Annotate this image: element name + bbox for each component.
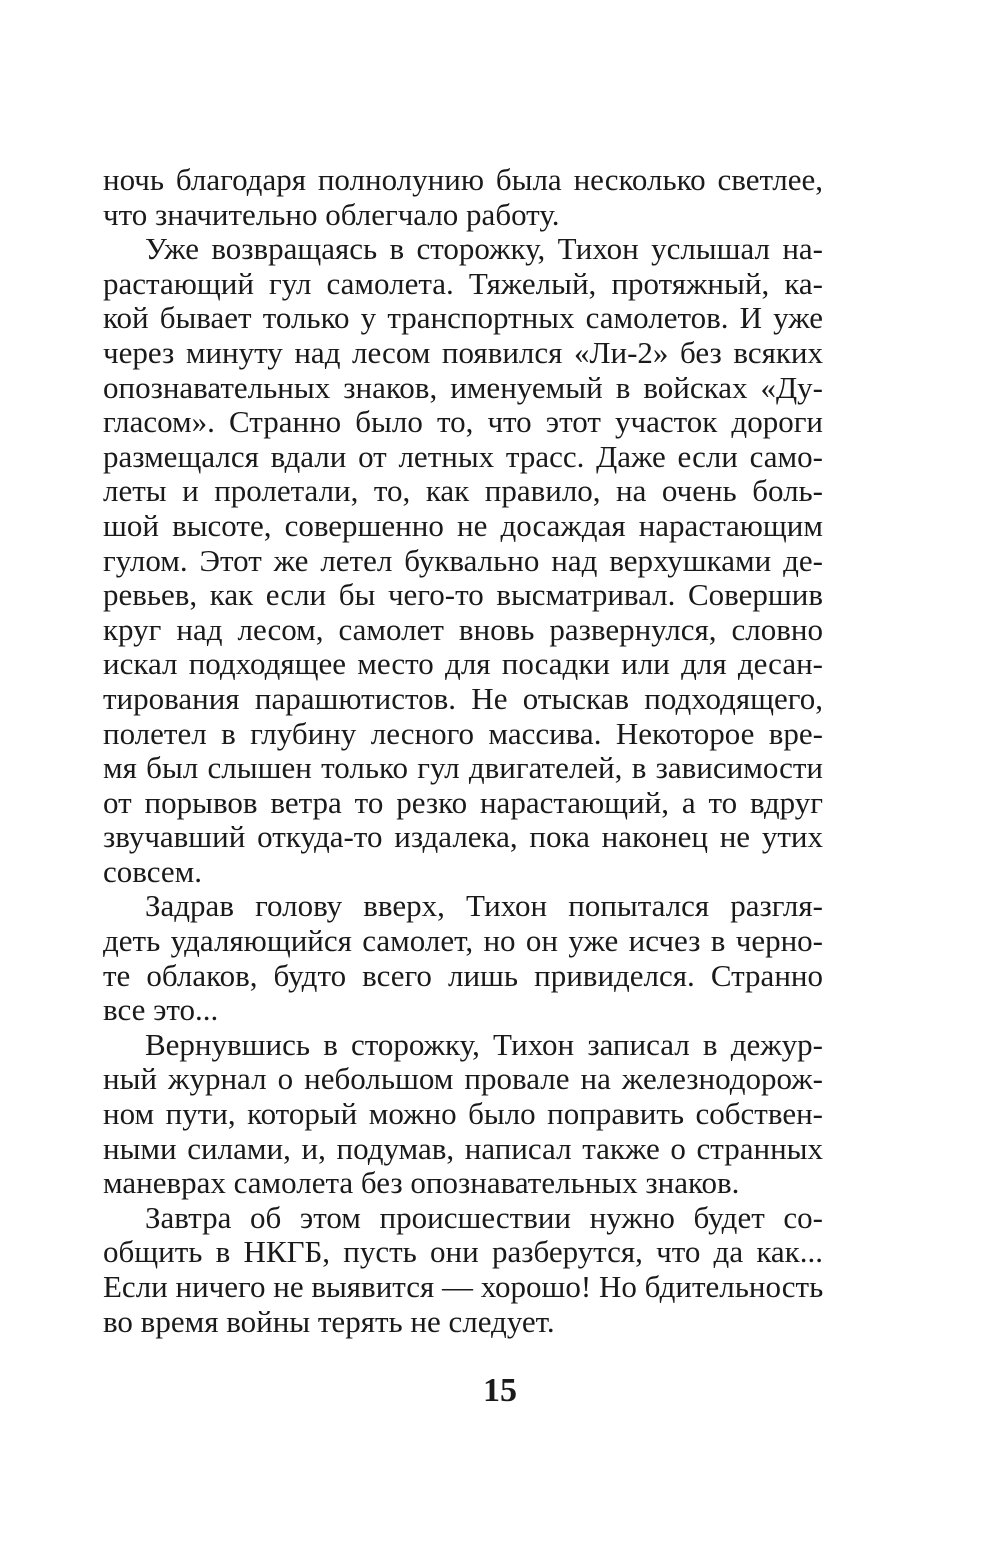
page-number: 15	[483, 1372, 517, 1409]
text-line: ный журнал о небольшом провале на железнодорож-	[103, 1061, 823, 1097]
text-line: ном пути, который можно было поправить собствен-	[103, 1096, 823, 1132]
text-line: мя был слышен только гул двигателей, в зависимости	[103, 750, 823, 786]
text-line: Уже возвращаясь в сторожку, Тихон услышал на-	[145, 231, 823, 267]
text-line: во время войны терять не следует.	[103, 1303, 555, 1339]
text-line: Вернувшись в сторожку, Тихон записал в дежур-	[145, 1026, 823, 1062]
text-line: искал подходящее место для посадки или для десан-	[103, 646, 823, 682]
text-line: те облаков, будто всего лишь привиделся. Странно	[103, 957, 823, 993]
text-line: все это...	[103, 992, 219, 1028]
text-line: ночь благодаря полнолунию была несколько светлее,	[103, 162, 823, 197]
text-line: леты и пролетали, то, как правило, на очень боль-	[103, 473, 823, 509]
text-line: кой бывает только у транспортных самолетов. И уже	[103, 300, 823, 336]
text-line: маневрах самолета без опознавательных знаков.	[103, 1165, 740, 1201]
text-line: общить в НКГБ, пусть они разберутся, что да как...	[103, 1234, 823, 1270]
text-line: звучавший откуда-то издалека, пока наконец не утих	[103, 819, 823, 855]
text-line: ными силами, и, подумав, написал также о странных	[103, 1130, 823, 1166]
text-line: гулом. Этот же летел буквально над верхушками де-	[103, 542, 823, 578]
text-line: тирования парашютистов. Не отыскав подходящего,	[103, 680, 823, 716]
text-line: гласом». Странно было то, что этот участок дороги	[103, 404, 823, 440]
text-line: от порывов ветра то резко нарастающий, а то вдруг	[103, 784, 823, 820]
text-line: размещался вдали от летных трасс. Даже если само-	[103, 438, 823, 474]
text-line: ревьев, как если бы чего-то высматривал. Совершив	[103, 577, 823, 613]
text-line: Если ничего не выявится — хорошо! Но бдительность	[103, 1269, 824, 1304]
text-line: Завтра об этом происшествии нужно будет со-	[145, 1199, 823, 1235]
text-line: через минуту над лесом появился «Ли-2» без всяких	[103, 334, 823, 370]
text-line: круг над лесом, самолет вновь развернулся, словно	[103, 611, 823, 647]
body-text	[103, 163, 823, 1339]
text-line: опознавательных знаков, именуемый в войсках «Ду-	[103, 369, 823, 405]
text-line: деть удаляющийся самолет, но он уже исчез в черно-	[103, 923, 823, 959]
text-line: шой высоте, совершенно не досаждая нарастающим	[103, 507, 823, 543]
text-line: растающий гул самолета. Тяжелый, протяжный, ка-	[103, 265, 823, 301]
text-line: что значительно облегчало работу.	[103, 196, 560, 232]
text-line: Задрав голову вверх, Тихон попытался разгля-	[145, 888, 823, 924]
text-line: полетел в глубину лесного массива. Некоторое вре-	[103, 715, 823, 751]
text-line: совсем.	[103, 853, 202, 889]
